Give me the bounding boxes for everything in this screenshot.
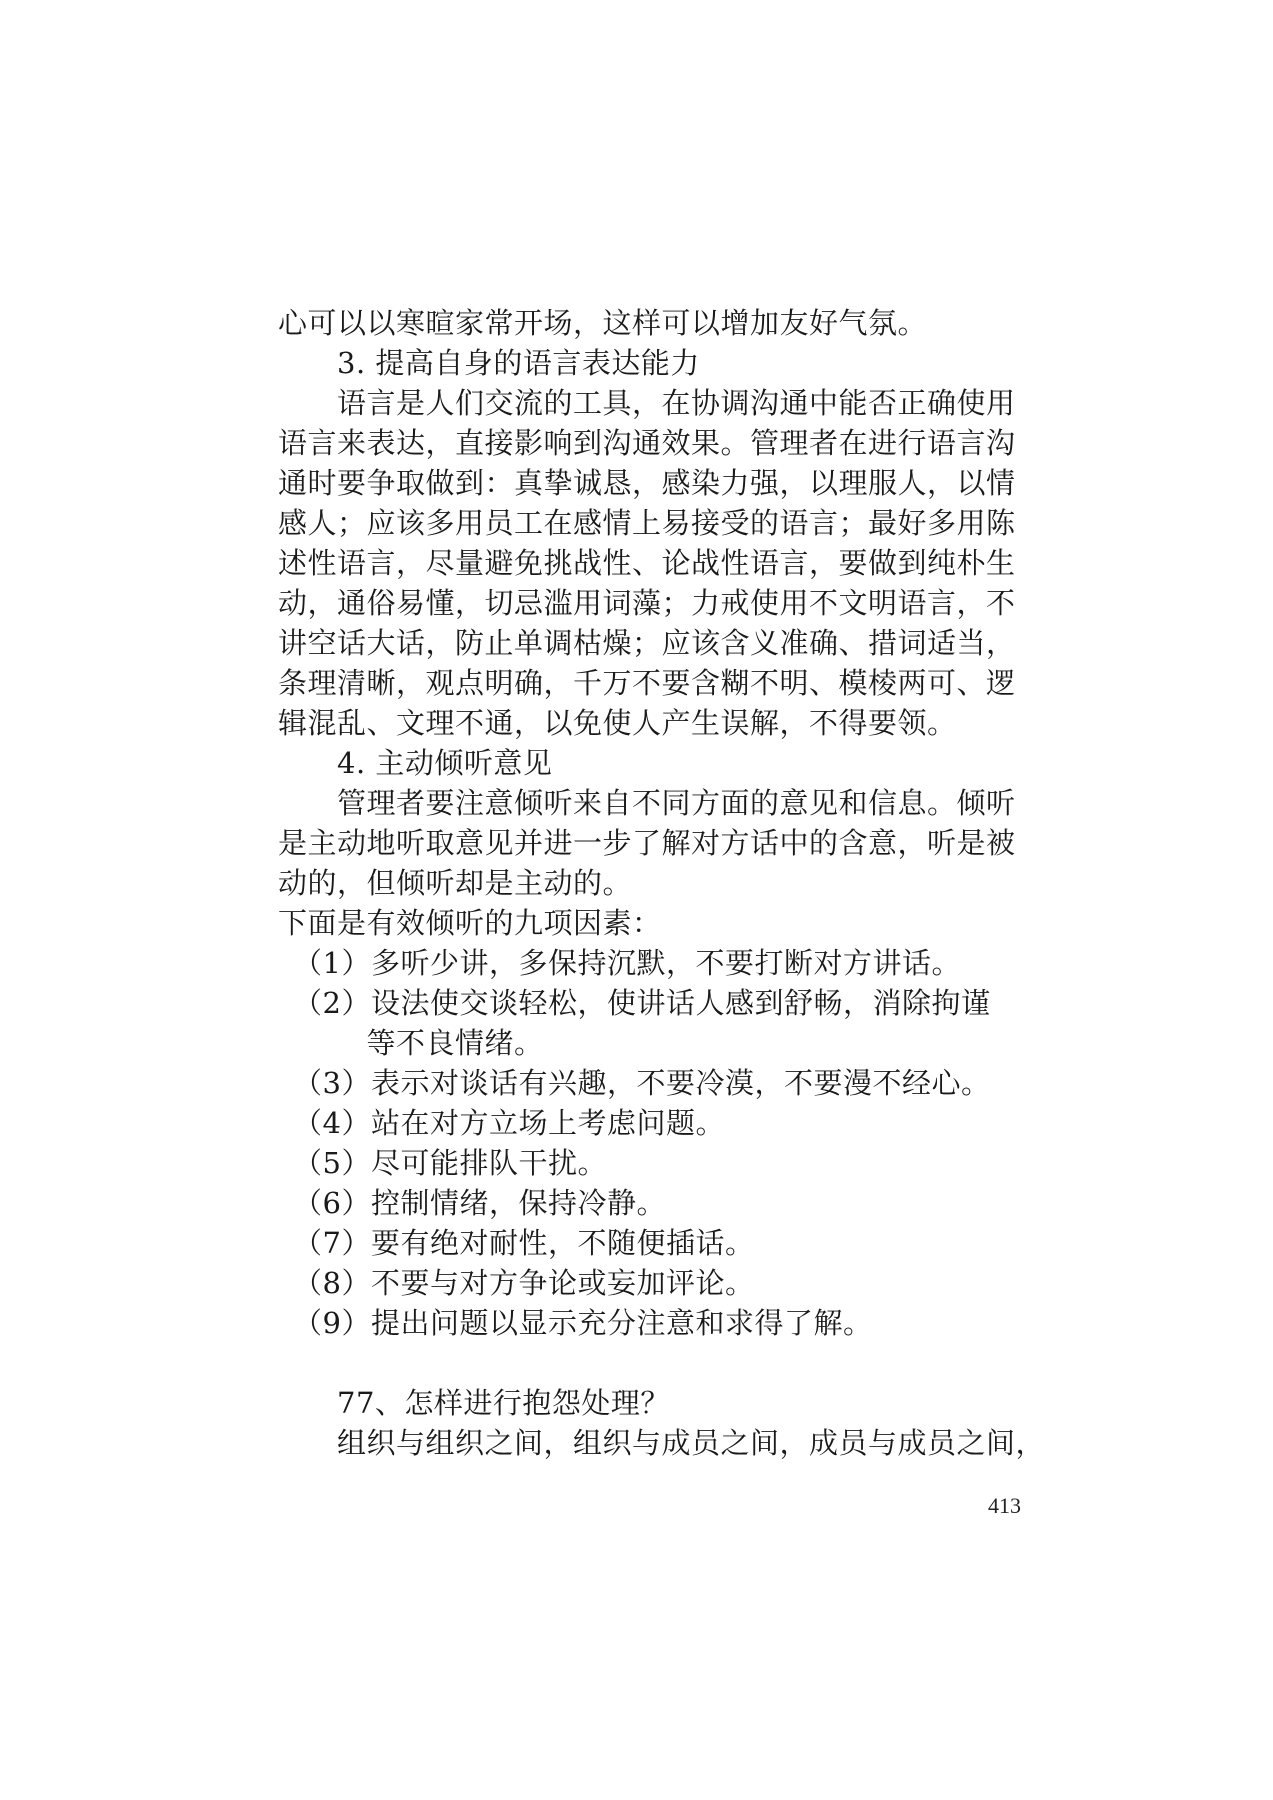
text-line: 感人；应该多用员工在感情上易接受的语言；最好多用陈 xyxy=(278,506,1016,540)
list-item: （6）控制情绪，保持冷静。 xyxy=(278,1186,666,1220)
list-item: （4）站在对方立场上考虑问题。 xyxy=(278,1106,725,1140)
text-line: 心可以以寒暄家常开场，这样可以增加友好气氛。 xyxy=(278,306,928,340)
text-line: 辑混乱、文理不通，以免使人产生误解，不得要领。 xyxy=(278,706,957,740)
list-item-continuation: 等不良情绪。 xyxy=(278,1026,544,1060)
question-heading: 77、怎样进行抱怨处理？ xyxy=(278,1386,670,1420)
text-line: 条理清晰，观点明确，千万不要含糊不明、模棱两可、逻 xyxy=(278,666,1016,700)
list-item: （9）提出问题以显示充分注意和求得了解。 xyxy=(278,1306,873,1340)
text-line: 是主动地听取意见并进一步了解对方话中的含意，听是被 xyxy=(278,826,1016,860)
text-line: 通时要争取做到：真挚诚恳，感染力强，以理服人，以情 xyxy=(278,466,1016,500)
list-item: （1）多听少讲，多保持沉默，不要打断对方讲话。 xyxy=(278,946,961,980)
list-item: （7）要有绝对耐性，不随便插话。 xyxy=(278,1226,755,1260)
list-item: （5）尽可能排队干扰。 xyxy=(278,1146,607,1180)
section-heading: 4. 主动倾听意见 xyxy=(278,746,553,780)
list-item: （3）表示对谈话有兴趣，不要冷漠，不要漫不经心。 xyxy=(278,1066,991,1100)
text-line: 讲空话大话，防止单调枯燥；应该含义准确、措词适当， xyxy=(278,626,1016,660)
text-line: 动的，但倾听却是主动的。 xyxy=(278,866,633,900)
text-line: 组织与组织之间，组织与成员之间，成员与成员之间， xyxy=(278,1426,1046,1460)
text-line: 语言来表达，直接影响到沟通效果。管理者在进行语言沟 xyxy=(278,426,1016,460)
text-line: 管理者要注意倾听来自不同方面的意见和信息。倾听 xyxy=(278,786,1016,820)
list-item: （8）不要与对方争论或妄加评论。 xyxy=(278,1266,755,1300)
text-line: 下面是有效倾听的九项因素： xyxy=(278,906,662,940)
text-line: 语言是人们交流的工具，在协调沟通中能否正确使用 xyxy=(278,386,1016,420)
section-heading: 3. 提高自身的语言表达能力 xyxy=(278,346,700,380)
page-number: 413 xyxy=(988,1493,1021,1518)
list-item: （2）设法使交谈轻松，使讲话人感到舒畅，消除拘谨 xyxy=(278,986,991,1020)
text-line: 动，通俗易懂，切忌滥用词藻；力戒使用不文明语言，不 xyxy=(278,586,1016,620)
text-line: 述性语言，尽量避免挑战性、论战性语言，要做到纯朴生 xyxy=(278,546,1016,580)
